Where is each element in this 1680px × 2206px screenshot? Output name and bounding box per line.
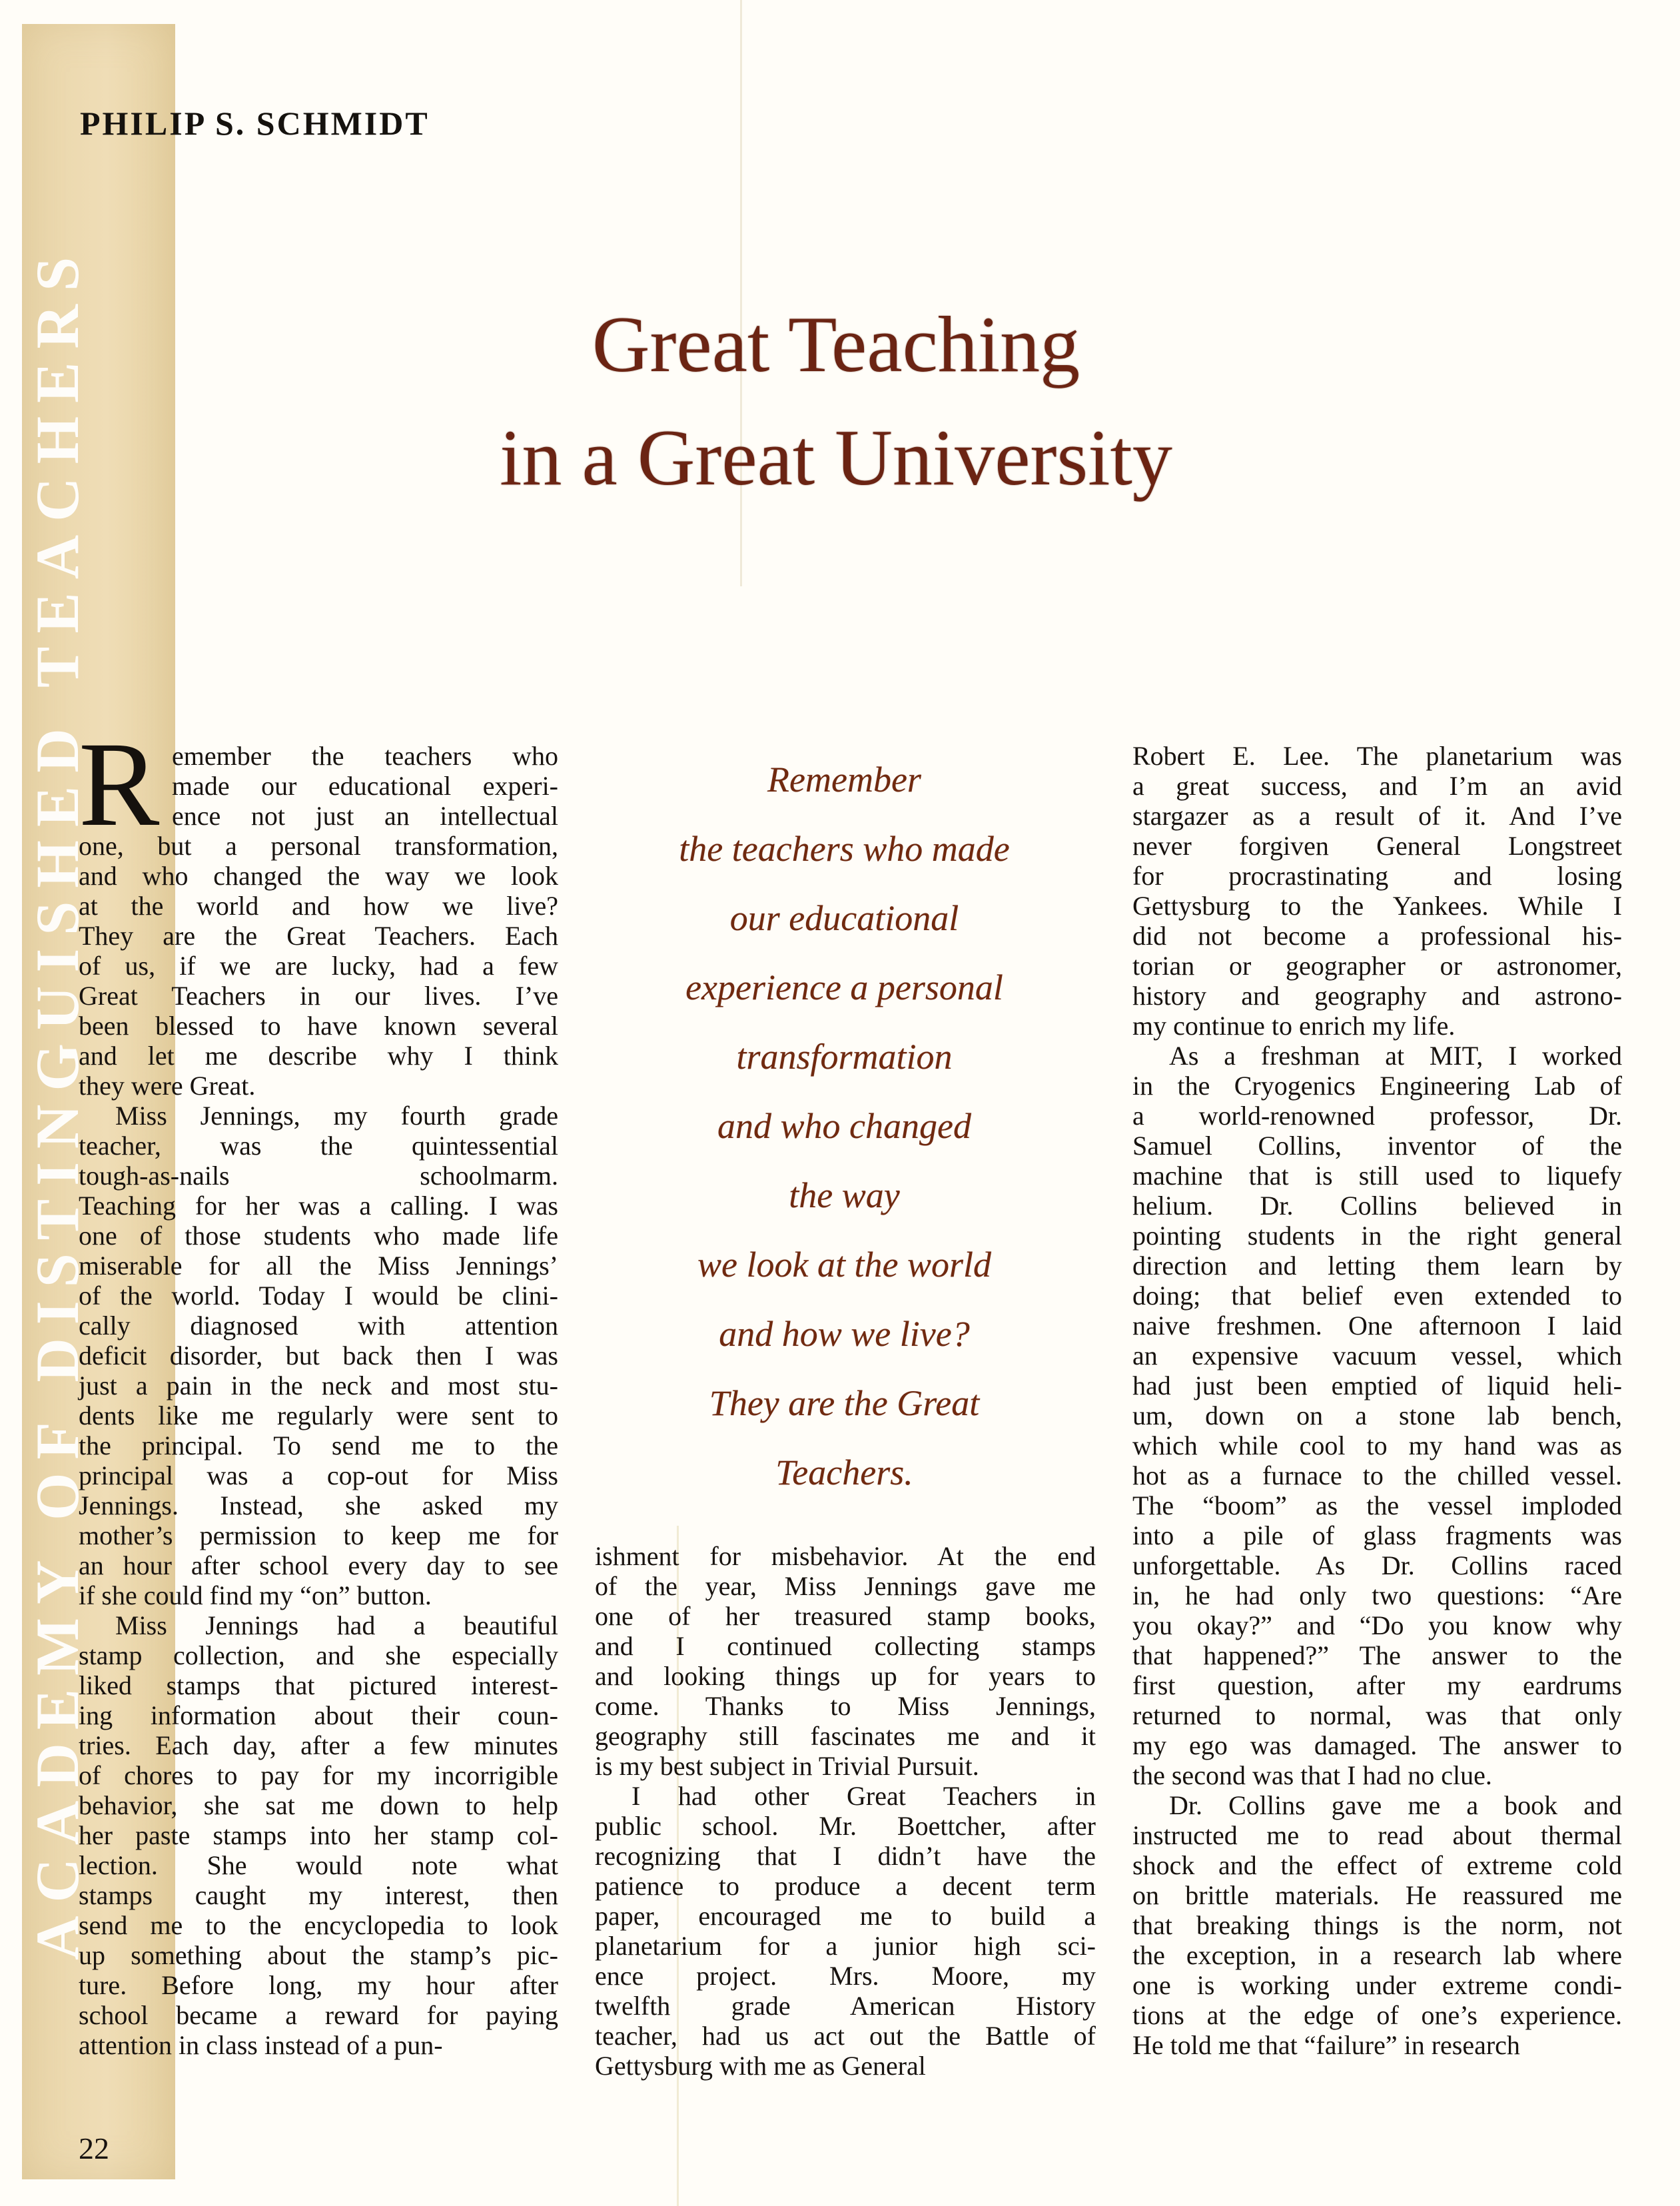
text-line: tions at the edge of one’s experience.	[1132, 2000, 1622, 2030]
text-line: been blessed to have known several	[79, 1011, 558, 1041]
text-line: is my best subject in Trivial Pursuit.	[595, 1751, 979, 1781]
pull-quote-line: Teachers.	[775, 1452, 913, 1492]
text-line: tough-as-nails schoolmarm.	[79, 1161, 558, 1191]
text-line: teacher, had us act out the Battle of	[595, 2021, 1096, 2051]
text-line: you okay?” and “Do you know why	[1132, 1610, 1622, 1640]
text-line: dents like me regularly were sent to	[79, 1400, 558, 1430]
text-line: for procrastinating and losing	[1132, 861, 1622, 891]
pull-quote-line: transformation	[736, 1037, 953, 1077]
body-column-left	[79, 718, 558, 2060]
text-line: behavior, she sat me down to help	[79, 1790, 558, 1820]
text-line: the principal. To send me to the	[79, 1430, 558, 1460]
text-line: torian or geographer or astronomer,	[1132, 951, 1622, 981]
text-line: patience to produce a decent term	[595, 1871, 1096, 1901]
text-line: and who changed the way we look	[79, 861, 558, 891]
text-line: attention in class instead of a pun-	[79, 2030, 443, 2060]
author-name: PHILIP S. SCHMIDT	[80, 105, 430, 142]
paragraph	[595, 1781, 1096, 2081]
text-line: miserable for all the Miss Jennings’	[79, 1251, 558, 1281]
text-line: of the year, Miss Jennings gave me	[595, 1571, 1096, 1601]
pull-quote	[586, 745, 1102, 1507]
text-line: ing information about their coun-	[79, 1700, 558, 1730]
text-line: come. Thanks to Miss Jennings,	[595, 1691, 1096, 1721]
text-line: Gettysburg to the Yankees. While I	[1132, 891, 1622, 921]
paragraph	[595, 1541, 1096, 1781]
page-number: 22	[79, 2131, 109, 2165]
text-line: tries. Each day, after a few minutes	[79, 1730, 558, 1760]
pull-quote-line: They are the Great	[709, 1383, 980, 1423]
text-line: had just been emptied of liquid heli-	[1132, 1371, 1622, 1400]
text-line: my ego was damaged. The answer to	[1132, 1730, 1622, 1760]
text-line: school became a reward for paying	[79, 2000, 558, 2030]
text-line: um, down on a stone lab bench,	[1132, 1400, 1622, 1430]
text-line: up something about the stamp’s pic-	[79, 1940, 558, 1970]
text-line: into a pile of glass fragments was	[1132, 1520, 1622, 1550]
text-line: Teaching for her was a calling. I was	[79, 1191, 558, 1221]
text-line: cally diagnosed with attention	[79, 1311, 558, 1341]
text-line: at the world and how we live?	[79, 891, 558, 921]
text-line: I had other Great Teachers in	[631, 1781, 1096, 1811]
text-line: recognizing that I didn’t have the	[595, 1841, 1096, 1871]
paragraph	[79, 1610, 558, 2060]
paragraph	[79, 718, 558, 1101]
pull-quote-line: we look at the world	[697, 1245, 991, 1285]
text-line: they were Great.	[79, 1071, 256, 1101]
text-line: doing; that belief even extended to	[1132, 1281, 1622, 1311]
text-line: ture. Before long, my hour after	[79, 1970, 558, 2000]
text-line: Great Teachers in our lives. I’ve	[79, 981, 558, 1011]
drop-cap: R	[79, 718, 160, 851]
text-line: one of those students who made life	[79, 1221, 558, 1251]
text-line: in, he had only two questions: “Are	[1132, 1580, 1622, 1610]
pull-quote-line: experience a personal	[685, 967, 1003, 1007]
text-line: Jennings. Instead, she asked my	[79, 1490, 558, 1520]
text-line: He told me that “failure” in research	[1132, 2030, 1520, 2060]
text-line: one is working under extreme condi-	[1132, 1970, 1622, 2000]
text-line: The “boom” as the vessel imploded	[1132, 1490, 1622, 1520]
text-line: ishment for misbehavior. At the end	[595, 1541, 1096, 1571]
text-line: Gettysburg with me as General	[595, 2051, 926, 2081]
pull-quote-line: and how we live?	[719, 1314, 970, 1354]
text-line: and looking things up for years to	[595, 1661, 1096, 1691]
text-line: just a pain in the neck and most stu-	[79, 1371, 558, 1400]
body-column-middle	[595, 1541, 1096, 2081]
text-line: and let me describe why I think	[79, 1041, 558, 1071]
text-line: public school. Mr. Boettcher, after	[595, 1811, 1096, 1841]
text-line: of the world. Today I would be clini-	[79, 1281, 558, 1311]
text-line: geography still fascinates me and it	[595, 1721, 1096, 1751]
text-line: one of her treasured stamp books,	[595, 1601, 1096, 1631]
text-line: of chores to pay for my incorrigible	[79, 1760, 558, 1790]
text-line: ence project. Mrs. Moore, my	[595, 1961, 1096, 1991]
text-line: mother’s permission to keep me for	[79, 1520, 558, 1550]
text-line: on brittle materials. He reassured me	[1132, 1880, 1622, 1910]
text-line: shock and the effect of extreme cold	[1132, 1850, 1622, 1880]
text-line: liked stamps that pictured interest-	[79, 1670, 558, 1700]
pull-quote-line: the teachers who made	[679, 829, 1010, 869]
text-line: deficit disorder, but back then I was	[79, 1341, 558, 1371]
text-line: the second was that I had no clue.	[1132, 1760, 1492, 1790]
text-line: a world-renowned professor, Dr.	[1132, 1101, 1622, 1131]
article-title	[426, 288, 1246, 514]
text-line: never forgiven General Longstreet	[1132, 831, 1622, 861]
text-line: hot as a furnace to the chilled vessel.	[1132, 1460, 1622, 1490]
article-title-line1: Great Teaching	[592, 300, 1080, 388]
text-line: my continue to enrich my life.	[1132, 1011, 1456, 1041]
paragraph	[1132, 1041, 1622, 1790]
sidebar-vertical-text: ACADEMY OF DISTINGUISHED TEACHERS	[23, 243, 91, 1960]
text-line: machine that is still used to liquefy	[1132, 1161, 1622, 1191]
text-line: direction and letting them learn by	[1132, 1251, 1622, 1281]
text-line: and I continued collecting stamps	[595, 1631, 1096, 1661]
text-line: a great success, and I’m an avid	[1132, 771, 1622, 801]
text-line: her paste stamps into her stamp col-	[79, 1820, 558, 1850]
text-line: stargazer as a result of it. And I’ve	[1132, 801, 1622, 831]
text-line: emember the teachers who	[172, 741, 558, 771]
pull-quote-line: our educational	[729, 898, 959, 938]
body-column-right	[1132, 741, 1622, 2060]
text-line: planetarium for a junior high sci-	[595, 1931, 1096, 1961]
text-line: Miss Jennings, my fourth grade	[115, 1101, 558, 1131]
text-line: if she could find my “on” button.	[79, 1580, 432, 1610]
text-line: an hour after school every day to see	[79, 1550, 558, 1580]
text-line: instructed me to read about thermal	[1132, 1820, 1622, 1850]
text-line: in the Cryogenics Engineering Lab of	[1132, 1071, 1622, 1101]
text-line: pointing students in the right general	[1132, 1221, 1622, 1251]
text-line: Dr. Collins gave me a book and	[1169, 1790, 1622, 1820]
pull-quote-line: Remember	[767, 760, 921, 800]
text-line: which while cool to my hand was as	[1132, 1430, 1622, 1460]
text-line: of us, if we are lucky, had a few	[79, 951, 558, 981]
pull-quote-line: the way	[789, 1175, 900, 1215]
text-line: lection. She would note what	[79, 1850, 558, 1880]
text-line: returned to normal, was that only	[1132, 1700, 1622, 1730]
text-line: send me to the encyclopedia to look	[79, 1910, 558, 1940]
text-line: did not become a professional his-	[1132, 921, 1622, 951]
text-line: one, but a personal transformation,	[79, 831, 558, 861]
text-line: principal was a cop-out for Miss	[79, 1460, 558, 1490]
text-line: naive freshmen. One afternoon I laid	[1132, 1311, 1622, 1341]
text-line: Samuel Collins, inventor of the	[1132, 1131, 1622, 1161]
text-line: unforgettable. As Dr. Collins raced	[1132, 1550, 1622, 1580]
text-line: ence not just an intellectual	[172, 801, 558, 831]
text-line: teacher, was the quintessential	[79, 1131, 558, 1161]
text-line: twelfth grade American History	[595, 1991, 1096, 2021]
text-line: an expensive vacuum vessel, which	[1132, 1341, 1622, 1371]
text-line: made our educational experi-	[172, 771, 558, 801]
text-line: that breaking things is the norm, not	[1132, 1910, 1622, 1940]
pull-quote-line: and who changed	[717, 1106, 971, 1146]
text-line: They are the Great Teachers. Each	[79, 921, 558, 951]
text-line: helium. Dr. Collins believed in	[1132, 1191, 1622, 1221]
text-line: As a freshman at MIT, I worked	[1169, 1041, 1622, 1071]
paragraph	[1132, 1790, 1622, 2060]
text-line: the exception, in a research lab where	[1132, 1940, 1622, 1970]
text-line: stamp collection, and she especially	[79, 1640, 558, 1670]
text-line: stamps caught my interest, then	[79, 1880, 558, 1910]
text-line: first question, after my eardrums	[1132, 1670, 1622, 1700]
text-line: history and geography and astrono-	[1132, 981, 1622, 1011]
paragraph	[79, 1101, 558, 1610]
text-line: that happened?” The answer to the	[1132, 1640, 1622, 1670]
text-line: paper, encouraged me to build a	[595, 1901, 1096, 1931]
article-title-line2: in a Great University	[500, 413, 1172, 502]
text-line: Robert E. Lee. The planetarium was	[1132, 741, 1622, 771]
paragraph	[1132, 741, 1622, 1041]
text-line: Miss Jennings had a beautiful	[115, 1610, 558, 1640]
